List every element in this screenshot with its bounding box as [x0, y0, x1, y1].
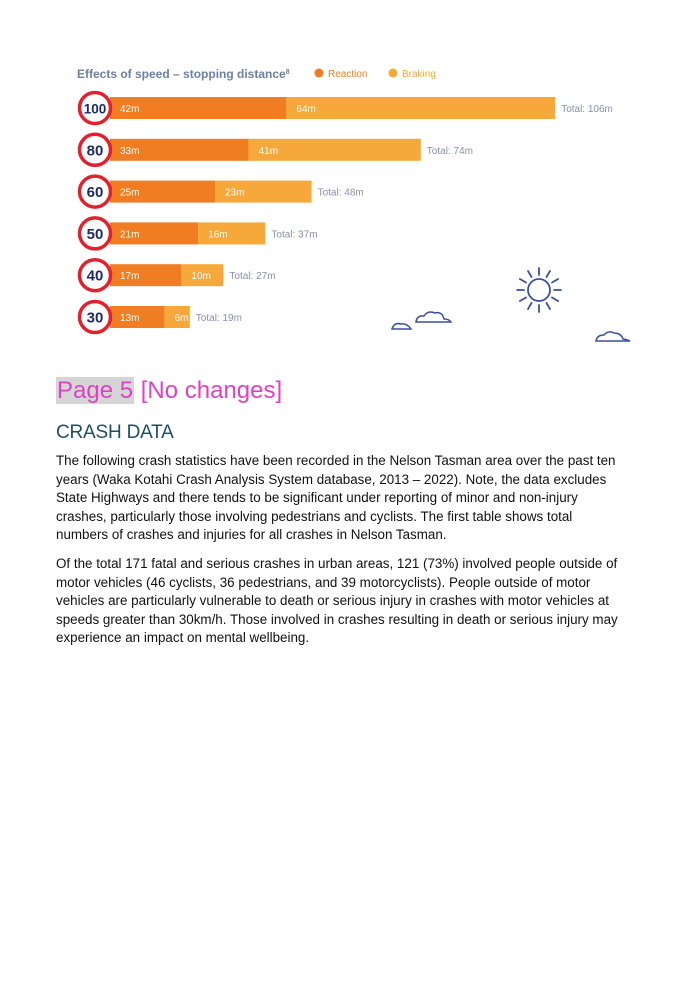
- bar-label-braking-30: 6m: [174, 313, 189, 324]
- chart-legend: [315, 69, 436, 81]
- bar-label-reaction-50: 21m: [120, 229, 140, 241]
- total-label-40: Total: 27m: [229, 271, 276, 283]
- speed-sign-label-40: 40: [86, 267, 104, 285]
- bar-label-braking-50: 16m: [208, 229, 228, 241]
- bar-label-reaction-80: 33m: [120, 145, 140, 157]
- speed-signs: [80, 93, 111, 333]
- sun-ray: [520, 279, 526, 283]
- bar-label-reaction-60: 25m: [120, 187, 140, 199]
- bar-label-braking-100: 64m: [296, 104, 316, 115]
- speed-sign-50: [80, 218, 111, 249]
- total-label-60: Total: 48m: [317, 187, 364, 199]
- cloud-icon: [416, 312, 451, 322]
- sun-ray: [552, 279, 558, 283]
- cloud-small-icon: [392, 324, 411, 329]
- stopping-distance-chart: [0, 0, 689, 350]
- bar-braking-100: [286, 97, 555, 119]
- paragraph-fatal-serious-crashes: Of the total 171 fatal and serious crashes in urban areas, 121 (73%) involved people outside of motor vehicles (46 cyclists, 36 pedestrians, and 39 motorcyclists). People outside of motor vehicles are particularly vulnerable to death or serious injury in crashes with motor vehicles at speeds greater than 30km/h. Those involved in crashes resulting in death or serious injury may experience an impact on mental wellbeing.: [56, 556, 618, 646]
- legend-label-braking: Braking: [402, 69, 436, 80]
- sun-ray: [547, 303, 551, 309]
- speed-sign-60: [80, 176, 111, 207]
- bar-label-reaction-40: 17m: [120, 271, 140, 283]
- total-label-80: Total: 74m: [426, 145, 473, 157]
- bar-label-reaction-100: 42m: [120, 104, 140, 115]
- speed-sign-40: [80, 260, 111, 291]
- page-heading-highlight: Page 5: [57, 377, 134, 404]
- page-heading: [56, 375, 282, 407]
- chart-title: [77, 67, 290, 81]
- chart-title-superscript: 8: [285, 69, 290, 76]
- total-label-30: Total: 19m: [195, 313, 242, 324]
- total-label-50: Total: 37m: [271, 229, 318, 241]
- cloud-right-icon: [596, 332, 630, 341]
- sun-ray: [528, 271, 532, 277]
- section-heading: CRASH DATA: [56, 422, 174, 443]
- sun-ray: [520, 298, 526, 302]
- page-heading-note: [No changes]: [134, 377, 283, 404]
- speed-sign-label-100: 100: [83, 101, 107, 117]
- speed-sign-label-80: 80: [86, 142, 104, 160]
- speed-sign-label-50: 50: [86, 225, 104, 243]
- speed-sign-100: [80, 93, 111, 124]
- chart-title-text: Effects of speed – stopping distance: [77, 67, 286, 81]
- legend-label-reaction: Reaction: [328, 69, 368, 80]
- speed-sign-80: [80, 134, 111, 165]
- sun-ray: [528, 303, 532, 309]
- speed-sign-label-60: 60: [86, 184, 104, 202]
- bar-label-braking-60: 23m: [225, 187, 245, 199]
- total-label-100: Total: 106m: [561, 104, 613, 115]
- speed-sign-30: [80, 302, 111, 333]
- bar-label-reaction-30: 13m: [120, 313, 140, 324]
- sun-ray: [552, 298, 558, 302]
- legend-swatch-braking: [389, 69, 398, 78]
- chart-bars: [110, 97, 613, 328]
- legend-swatch-reaction: [315, 69, 324, 78]
- paragraph-crash-statistics: The following crash statistics have been recorded in the Nelson Tasman area over the past ten years (Waka Kotahi Crash Analysis System database, 2013 – 2022). Note, the data excludes State Highways and there tends to be significant under reporting of minor and non-injury crashes, particularly those involving pedestrians and cyclists. The first table shows total numbers of crashes and injuries for all crashes in Nelson Tasman.: [56, 453, 616, 543]
- speed-sign-label-30: 30: [86, 309, 104, 327]
- sun-icon: [517, 268, 561, 312]
- sun-ray: [547, 271, 551, 277]
- bar-label-braking-40: 10m: [191, 271, 211, 283]
- bar-label-braking-80: 41m: [258, 145, 279, 157]
